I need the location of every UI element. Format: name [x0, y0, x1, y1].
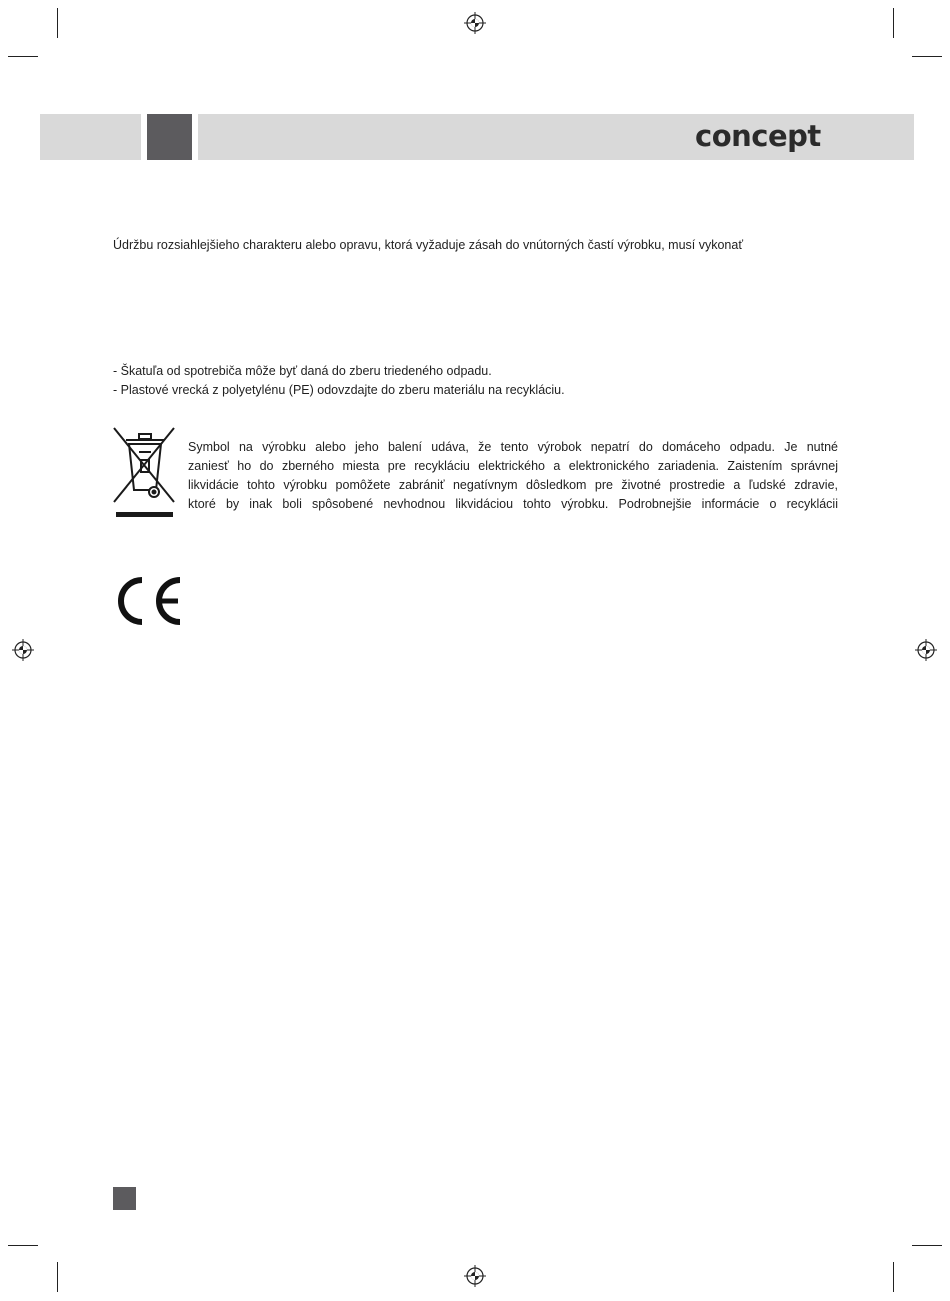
- header-band-left: [40, 114, 141, 160]
- crop-mark: [893, 1262, 894, 1292]
- registration-mark-icon: [915, 639, 937, 661]
- registration-mark-icon: [464, 12, 486, 34]
- weee-line: zaniesť ho do zberného miesta pre recykláciu elektrického a elektronického zariadenia. Zaistením správnej: [188, 459, 838, 473]
- weee-line: Symbol na výrobku alebo jeho balení udáva, že tento výrobok nepatrí do domáceho odpadu. Je nutné: [188, 440, 838, 454]
- crop-mark: [912, 1245, 942, 1246]
- crop-mark: [57, 1262, 58, 1292]
- crop-mark: [57, 8, 58, 38]
- maintenance-text: Údržbu rozsiahlejšieho charakteru alebo opravu, ktorá vyžaduje zásah do vnútorných častí výrobku, musí vykonať: [113, 238, 744, 252]
- weee-line: likvidácie tohto výrobku pomôžete zabrániť negatívnym dôsledkom pre životné prostredie a ľudské zdravie,: [188, 478, 838, 492]
- crop-mark: [912, 56, 942, 57]
- crop-mark: [8, 56, 38, 57]
- header-tab-marker: [147, 114, 192, 160]
- crop-mark: [893, 8, 894, 38]
- registration-mark-icon: [464, 1265, 486, 1287]
- weee-crossed-bin-icon: [112, 426, 176, 520]
- page-marker: [113, 1187, 136, 1210]
- ce-mark-icon: [112, 575, 186, 627]
- disposal-item: - Plastové vrecká z polyetylénu (PE) odovzdajte do zberu materiálu na recykláciu.: [113, 383, 565, 397]
- weee-line: ktoré by inak boli spôsobené nevhodnou likvidáciou tohto výrobku. Podrobnejšie informácie o recyklácii: [188, 497, 838, 511]
- disposal-item: - Škatuľa od spotrebiča môže byť daná do zberu triedeného odpadu.: [113, 364, 492, 378]
- weee-paragraph: [188, 438, 838, 514]
- registration-mark-icon: [12, 639, 34, 661]
- crop-mark: [8, 1245, 38, 1246]
- brand-logo: concept: [695, 119, 821, 153]
